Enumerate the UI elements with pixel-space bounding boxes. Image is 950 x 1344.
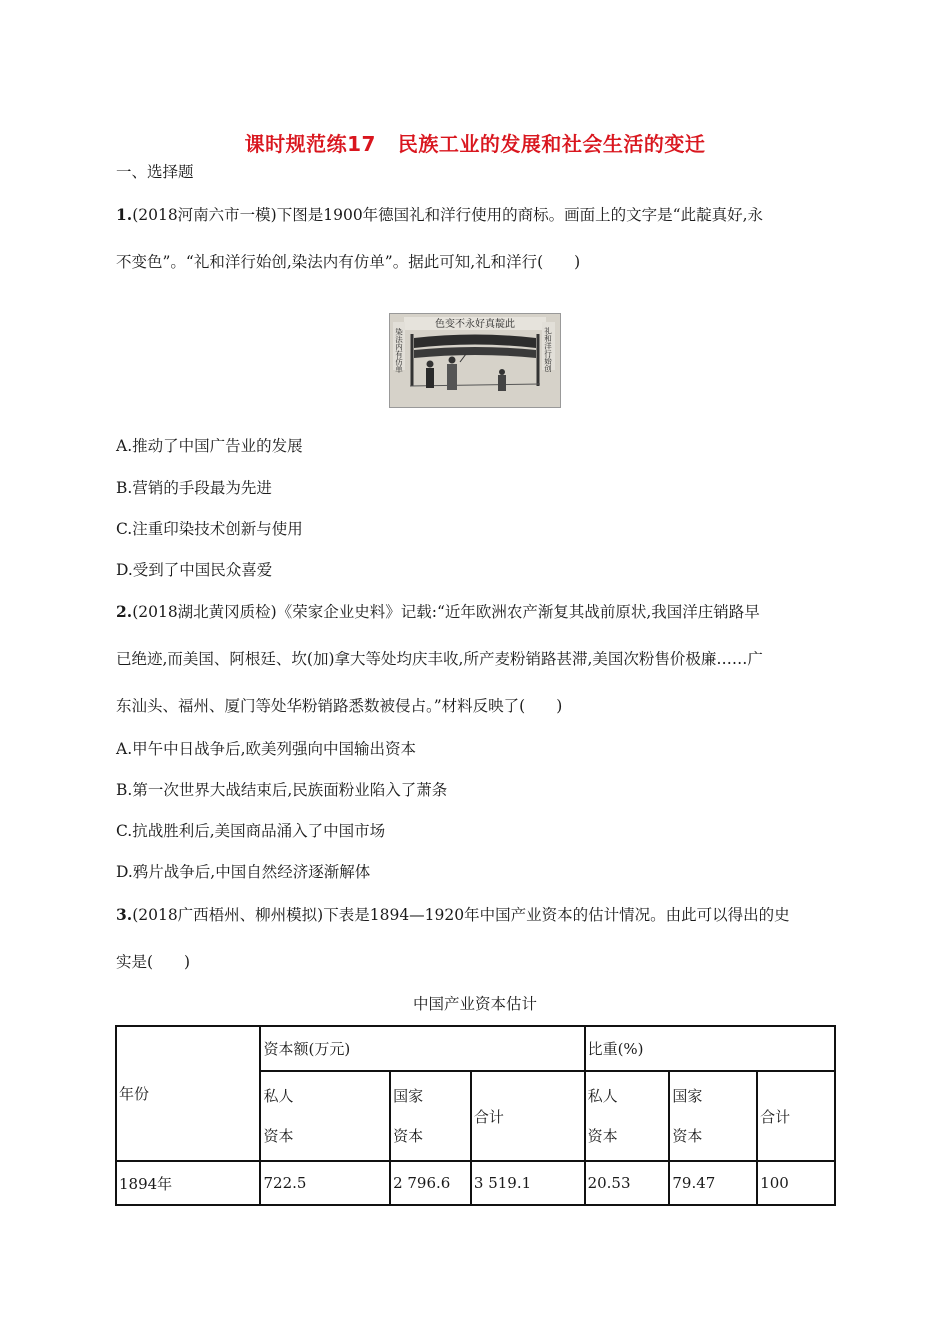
q1-option-c: C.注重印染技术创新与使用 xyxy=(116,520,303,538)
q2-stem-line-1: 2.(2018湖北黄冈质检)《荣家企业史料》记载:“近年欧洲农产渐复其战前原状,我国洋庄销路早 xyxy=(116,602,760,621)
cell-year: 1894年 xyxy=(116,1161,260,1205)
subheader-state-capital: 国家 资本 xyxy=(390,1071,471,1161)
figure-right-text: 礼和洋行始创 xyxy=(543,327,553,372)
q2-option-c: C.抗战胜利后,美国商品涌入了中国市场 xyxy=(116,822,386,840)
section-heading: 一、选择题 xyxy=(116,163,194,181)
q1-stem-line-2: 不变色”。“礼和洋行始创,染法内有仿单”。据此可知,礼和洋行( ) xyxy=(116,253,581,271)
q2-option-a: A.甲午中日战争后,欧美列强向中国输出资本 xyxy=(116,740,417,758)
cell-private-share: 20.53 xyxy=(585,1161,670,1205)
figure-left-text: 染法内有仿单 xyxy=(394,328,404,373)
cell-total-capital: 3 519.1 xyxy=(471,1161,585,1205)
subheader-total-share: 合计 xyxy=(757,1071,835,1161)
q2-option-b: B.第一次世界大战结束后,民族面粉业陷入了萧条 xyxy=(116,781,448,799)
page-title: 课时规范练17 民族工业的发展和社会生活的变迁 xyxy=(244,132,706,156)
table-row xyxy=(116,1161,835,1205)
q3-stem-line-1: 3.(2018广西梧州、柳州模拟)下表是1894—1920年中国产业资本的估计情况。由此可以得出的史 xyxy=(116,905,790,924)
proportion-header: 比重(%) xyxy=(585,1026,835,1071)
q2-stem-line-3: 东汕头、福州、厦门等处华粉销路悉数被侵占。”材料反映了( ) xyxy=(116,697,563,715)
q1-option-d: D.受到了中国民众喜爱 xyxy=(116,561,273,579)
capital-table xyxy=(115,1025,836,1206)
cell-private-capital: 722.5 xyxy=(260,1161,390,1205)
table-caption: 中国产业资本估计 xyxy=(412,995,537,1013)
q1-option-b: B.营销的手段最为先进 xyxy=(116,479,272,497)
subheader-private-capital: 私人 资本 xyxy=(260,1071,390,1161)
q1-option-a: A.推动了中国广告业的发展 xyxy=(116,437,303,455)
cell-total-share: 100 xyxy=(757,1161,835,1205)
cell-state-capital: 2 796.6 xyxy=(390,1161,471,1205)
subheader-state-share: 国家 资本 xyxy=(669,1071,757,1161)
year-header: 年份 xyxy=(116,1026,260,1161)
q2-option-d: D.鸦片战争后,中国自然经济逐渐解体 xyxy=(116,863,371,881)
figure-top-text: 色变不永好真靛此 xyxy=(435,319,515,330)
trademark-image xyxy=(389,313,561,408)
capital-amount-header: 资本额(万元) xyxy=(260,1026,584,1071)
subheader-private-share: 私人 资本 xyxy=(585,1071,670,1161)
subheader-total: 合计 xyxy=(471,1071,585,1161)
cell-state-share: 79.47 xyxy=(669,1161,757,1205)
q2-stem-line-2: 已绝迹,而美国、阿根廷、坎(加)拿大等处均庆丰收,所产麦粉销路甚滞,美国次粉售价极廉……广 xyxy=(116,650,763,668)
q3-stem-line-2: 实是( ) xyxy=(116,953,191,971)
q1-stem-line-1: 1.(2018河南六市一模)下图是1900年德国礼和洋行使用的商标。画面上的文字是“此靛真好,永 xyxy=(116,205,764,224)
